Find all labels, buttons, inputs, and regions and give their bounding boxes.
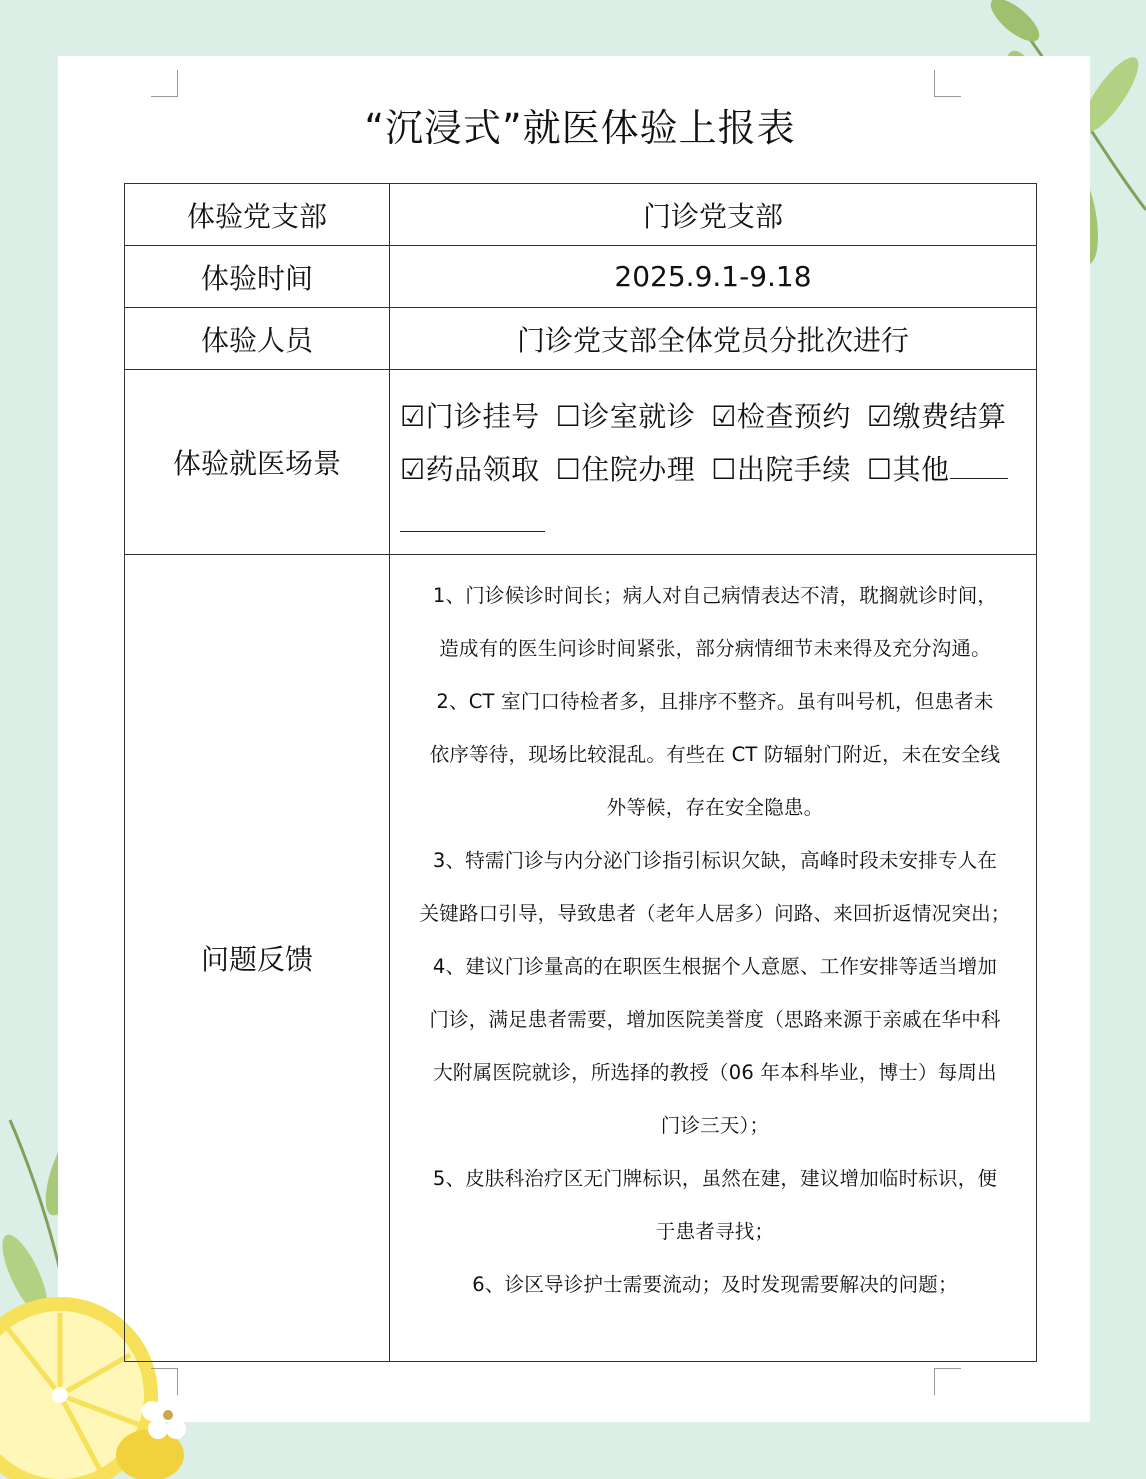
scene-options [390, 376, 1036, 549]
feedback-line: 门诊三天）； [660, 1114, 770, 1137]
page-title: “沉浸式”就医体验上报表 [364, 106, 796, 150]
branch-value: 门诊党支部 [390, 184, 1037, 246]
scene-option: ☑药品领取 [400, 452, 540, 486]
members-value: 门诊党支部全体党员分批次进行 [390, 308, 1037, 370]
members-label: 体验人员 [125, 308, 390, 370]
blank-underline [950, 464, 1008, 479]
checkbox-icon: ☑ [711, 399, 737, 433]
scene-option: ☑门诊挂号 [400, 399, 540, 433]
crop-mark [934, 70, 961, 97]
blank-underline [400, 517, 545, 532]
feedback-line: 依序等待，现场比较混乱。有些在 CT 防辐射门附近，未在安全线 [429, 743, 1001, 766]
feedback-line: 于患者寻找； [655, 1220, 775, 1243]
checkbox-icon: ☐ [711, 452, 737, 486]
scenes-label: 体验就医场景 [125, 370, 390, 555]
checkbox-icon: ☑ [400, 399, 426, 433]
checkbox-icon: ☑ [400, 452, 426, 486]
crop-mark [151, 1368, 178, 1395]
feedback-line: 2、CT 室门口待检者多，且排序不整齐。虽有叫号机，但患者未 [436, 690, 994, 713]
table-row [125, 246, 1037, 308]
feedback-line: 1、门诊候诊时间长；病人对自己病情表达不清，耽搁就诊时间， [432, 584, 998, 607]
feedback-line: 6、诊区导诊护士需要流动；及时发现需要解决的问题； [472, 1273, 958, 1296]
time-value: 2025.9.1-9.18 [390, 246, 1037, 308]
feedback-line: 造成有的医生问诊时间紧张，部分病情细节未来得及充分沟通。 [439, 637, 991, 660]
scene-option: ☐其他 [866, 452, 950, 486]
report-table [124, 183, 1037, 1362]
table-row [125, 308, 1037, 370]
scenes-value [390, 370, 1037, 555]
feedback-line: 5、皮肤科治疗区无门牌标识，虽然在建，建议增加临时标识，便 [432, 1167, 998, 1190]
feedback-value [390, 555, 1037, 1362]
table-row [125, 370, 1037, 555]
scene-option: ☑检查预约 [711, 399, 851, 433]
feedback-label: 问题反馈 [125, 555, 390, 1362]
time-label: 体验时间 [125, 246, 390, 308]
scene-option: ☐诊室就诊 [555, 399, 696, 433]
feedback-line: 关键路口引导，导致患者（老年人居多）问路、来回折返情况突出； [419, 902, 1011, 925]
table-row [125, 184, 1037, 246]
feedback-line: 大附属医院就诊，所选择的教授（06 年本科毕业，博士）每周出 [433, 1061, 997, 1084]
feedback-line: 3、特需门诊与内分泌门诊指引标识欠缺，高峰时段未安排专人在 [432, 849, 998, 872]
scene-option: ☐出院手续 [711, 452, 851, 486]
crop-mark [934, 1368, 961, 1395]
checkbox-icon: ☐ [866, 452, 893, 486]
checkbox-icon: ☐ [555, 399, 582, 433]
crop-mark [151, 70, 178, 97]
feedback-line: 4、建议门诊量高的在职医生根据个人意愿、工作安排等适当增加 [432, 955, 998, 978]
branch-label: 体验党支部 [125, 184, 390, 246]
scene-option: ☐住院办理 [555, 452, 696, 486]
checkbox-icon: ☐ [555, 452, 582, 486]
feedback-line: 门诊，满足患者需要，增加医院美誉度（思路来源于亲戚在华中科 [429, 1008, 1001, 1031]
checkbox-icon: ☑ [866, 399, 893, 433]
table-row [125, 555, 1037, 1362]
scene-option: ☑缴费结算 [866, 399, 1007, 433]
feedback-line: 外等候，存在安全隐患。 [606, 796, 824, 819]
